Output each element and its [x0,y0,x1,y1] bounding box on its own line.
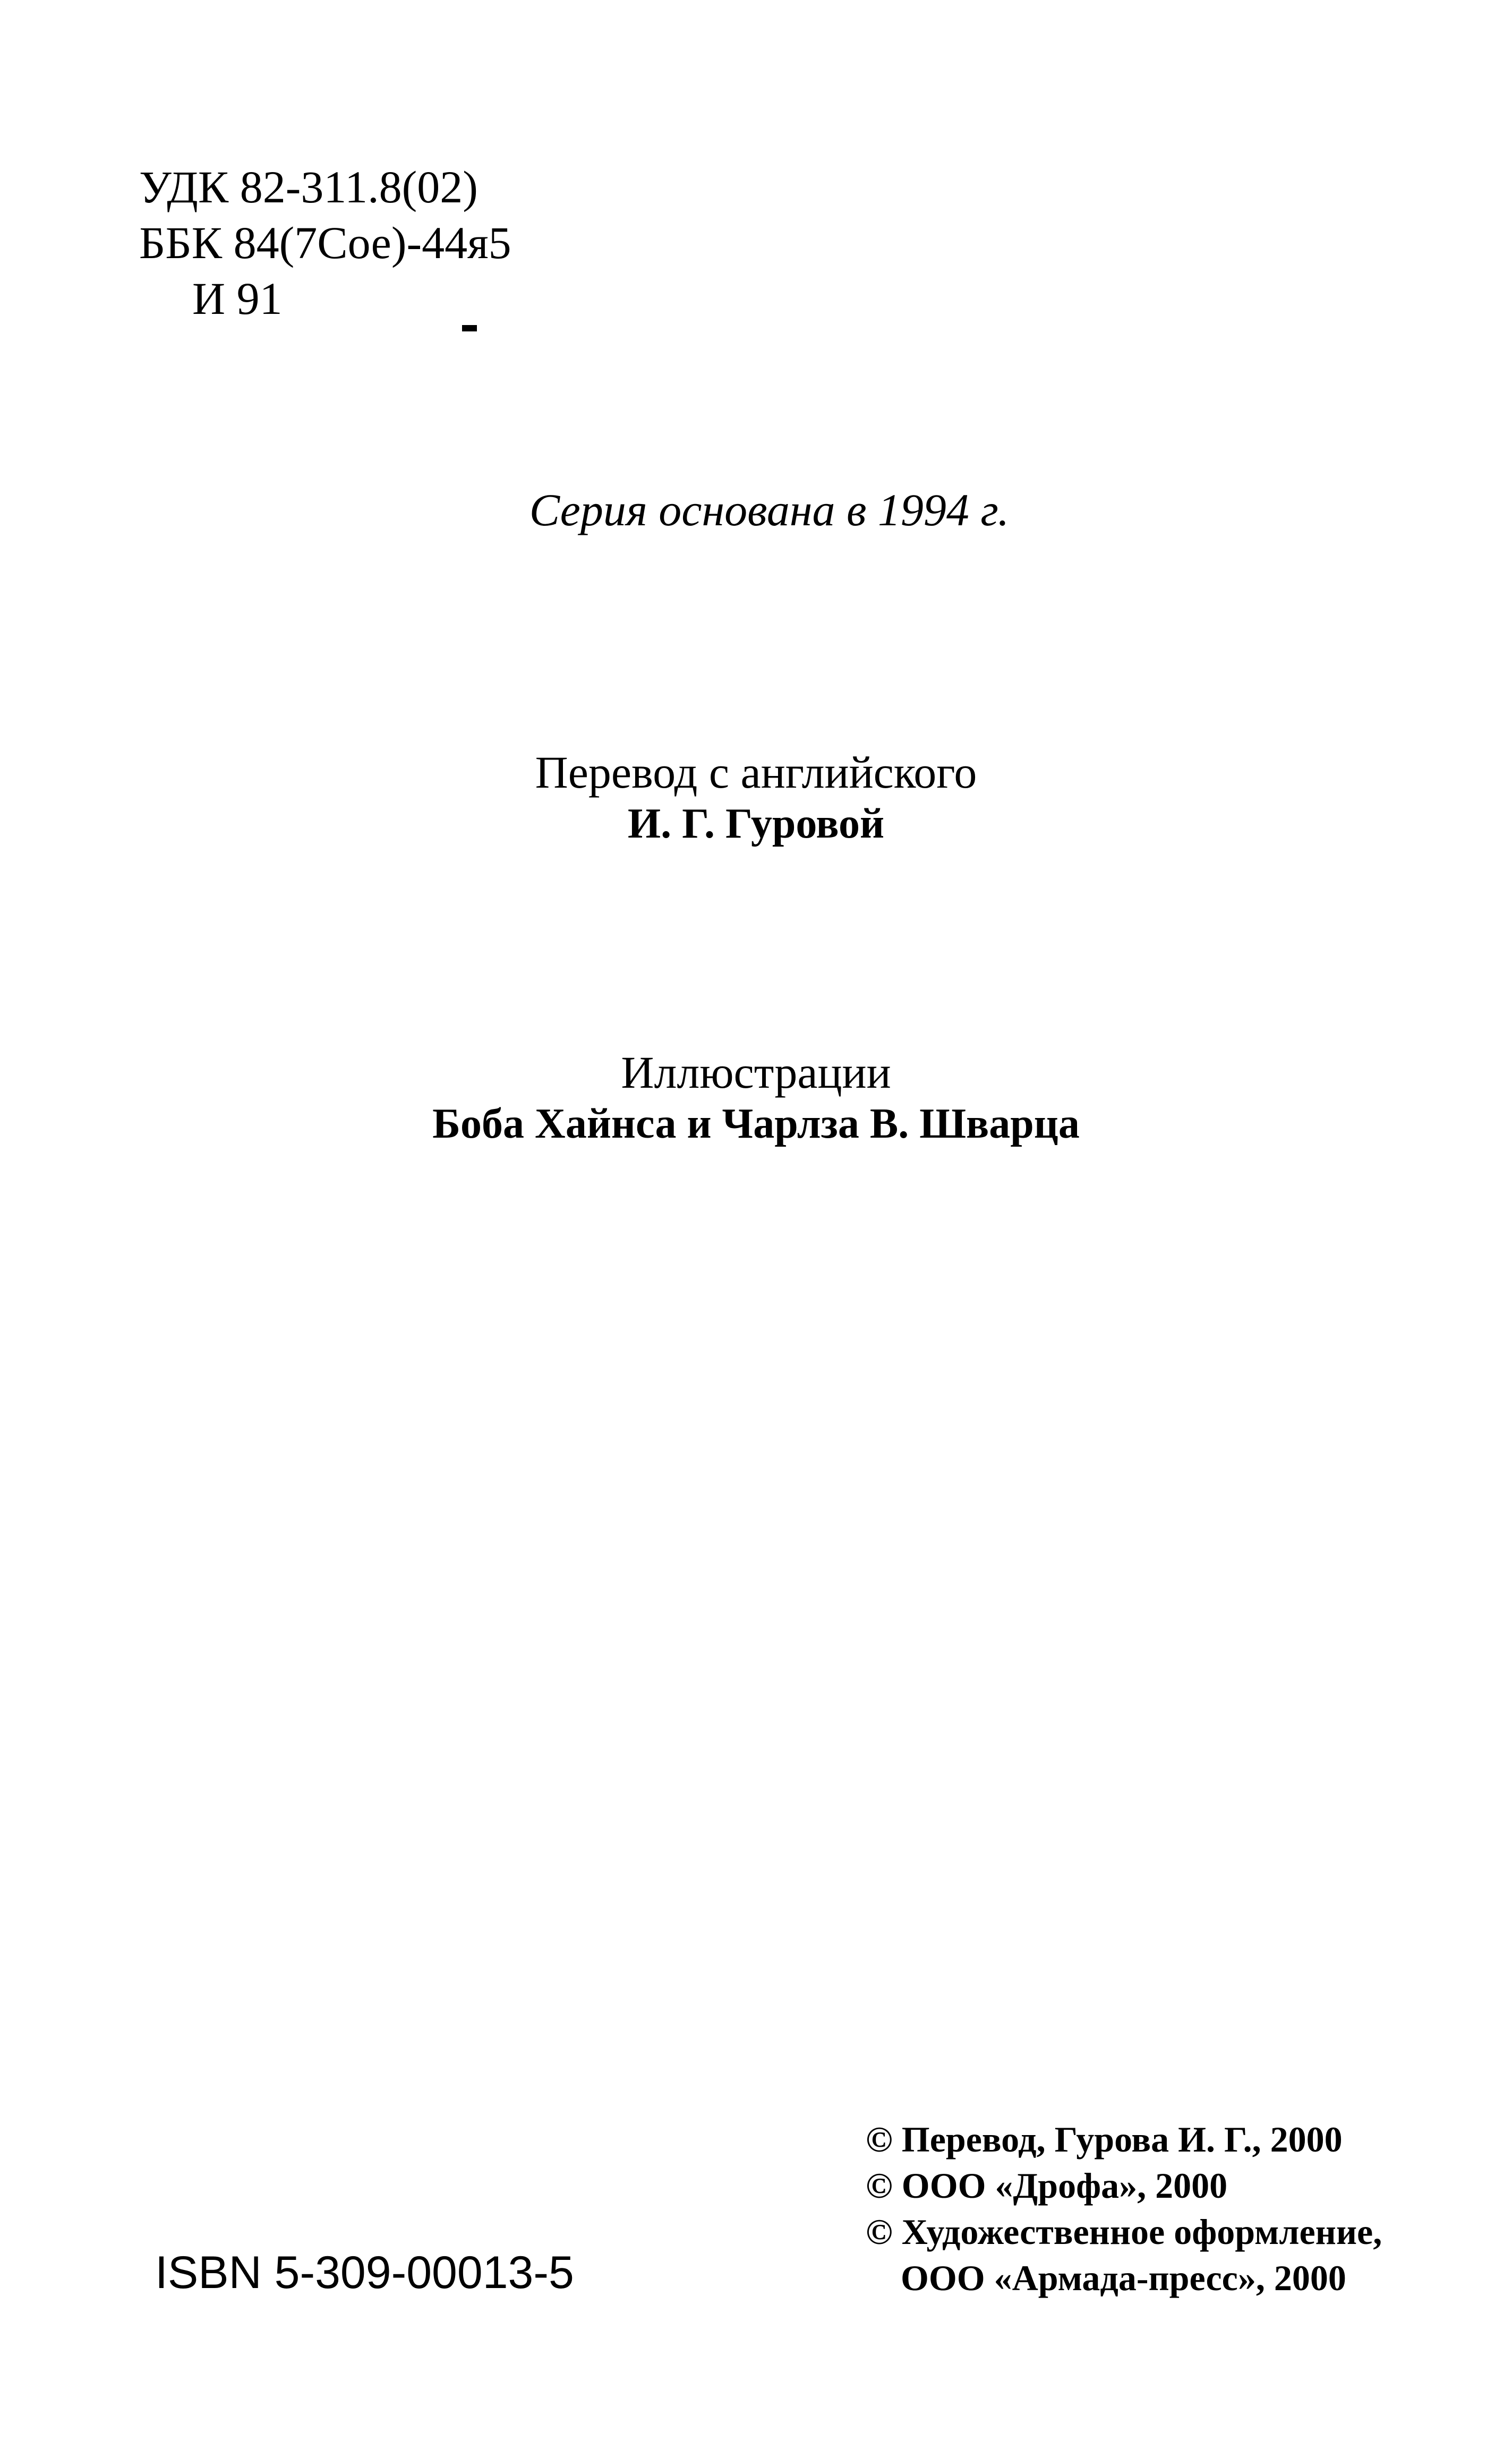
illustrations-credit [0,1046,1512,1149]
translator-name: И. Г. Гуровой [627,800,885,847]
bbk-code: ББК 84(7Сое)-44я5 [139,217,511,268]
copyright-line: © Перевод, Гурова И. Г., 2000 [866,2119,1343,2160]
author-mark: И 91 [192,272,283,324]
illustrations-label: Иллюстрации [621,1047,891,1098]
translation-label: Перевод с английского [535,747,977,798]
illustrators-names: Боба Хайнса и Чарлза В. Шварца [432,1100,1080,1147]
copyright-line: © ООО «Дрофа», 2000 [866,2165,1228,2206]
copyright-line: © Художественное оформление, [866,2212,1382,2252]
print-mark [462,325,477,331]
series-note: Серия основана в 1994 г. [529,484,1010,535]
translation-credit [0,746,1512,849]
isbn: ISBN 5-309-00013-5 [155,2247,574,2298]
classification-block [139,159,511,327]
udk-code: УДК 82-311.8(02) [139,161,478,212]
copyright-block [866,2116,1382,2301]
copyright-line: ООО «Армада-пресс», 2000 [901,2258,1346,2299]
